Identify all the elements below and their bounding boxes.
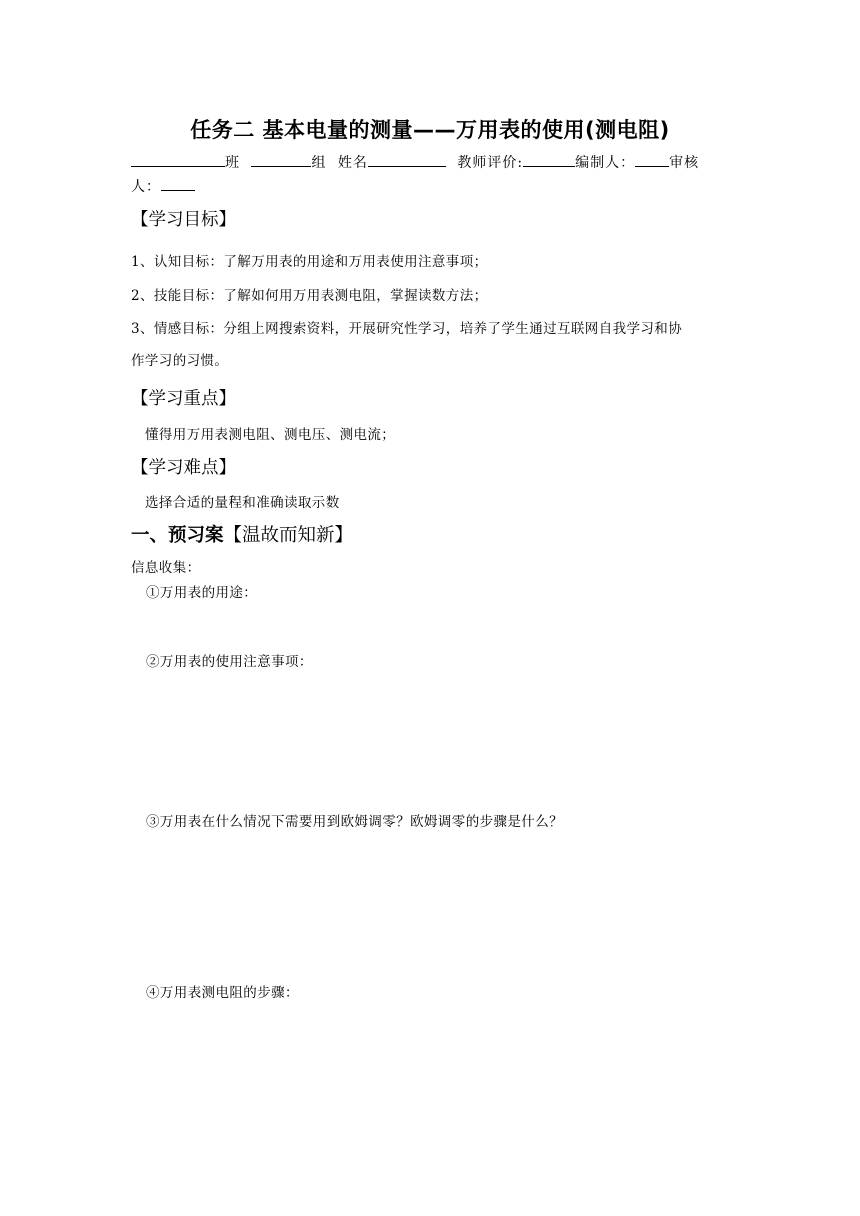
- question-item: ①万用表的用途：: [146, 585, 258, 601]
- question-item: ③万用表在什么情况下需要用到欧姆调零？欧姆调零的步骤是什么？: [146, 814, 563, 830]
- group-blank[interactable]: [251, 152, 311, 167]
- objective-item: 1、认知目标：了解万用表的用途和万用表使用注意事项；: [131, 254, 488, 270]
- preview-heading-light: 【温故而知新】: [223, 525, 354, 546]
- preview-heading-bold: 一、预习案: [131, 525, 224, 546]
- header-line-2: [131, 176, 195, 196]
- info-collection-label: 信息收集：: [131, 560, 201, 576]
- objective-item-continued: 作学习的习惯。: [131, 353, 229, 369]
- question-item: ②万用表的使用注意事项：: [146, 654, 313, 670]
- reviewer-label-1: 审核: [669, 155, 700, 171]
- editor-label: 编制人：: [575, 155, 636, 171]
- name-blank[interactable]: [368, 152, 446, 167]
- difficulties-text: 选择合适的量程和准确读取示数: [145, 495, 340, 511]
- name-label: 姓名: [337, 155, 368, 171]
- class-blank[interactable]: [131, 152, 225, 167]
- objective-item: 2、技能目标：了解如何用万用表测电阻，掌握读数方法；: [131, 288, 488, 304]
- class-label: 班: [225, 155, 240, 171]
- teacher-eval-label: 教师评价:: [457, 155, 524, 171]
- reviewer-label-2: 人：: [131, 179, 161, 195]
- reviewer-blank[interactable]: [161, 176, 195, 191]
- difficulties-heading: 【学习难点】: [131, 458, 236, 478]
- key-points-text: 懂得用万用表测电阻、测电压、测电流；: [145, 427, 396, 443]
- key-points-heading: 【学习重点】: [131, 389, 236, 409]
- preview-heading: [131, 521, 353, 547]
- header-line-1: [131, 152, 699, 172]
- objective-item: 3、情感目标：分组上网搜索资料，开展研究性学习，培养了学生通过互联网自我学习和协: [131, 321, 683, 337]
- group-label: 组: [311, 155, 327, 171]
- page-title: 任务二 基本电量的测量——万用表的使用(测电阻): [190, 118, 670, 142]
- teacher-eval-blank[interactable]: [523, 152, 575, 167]
- editor-blank[interactable]: [635, 152, 669, 167]
- objectives-heading: 【学习目标】: [131, 210, 236, 230]
- question-item: ④万用表测电阻的步骤：: [146, 985, 299, 1001]
